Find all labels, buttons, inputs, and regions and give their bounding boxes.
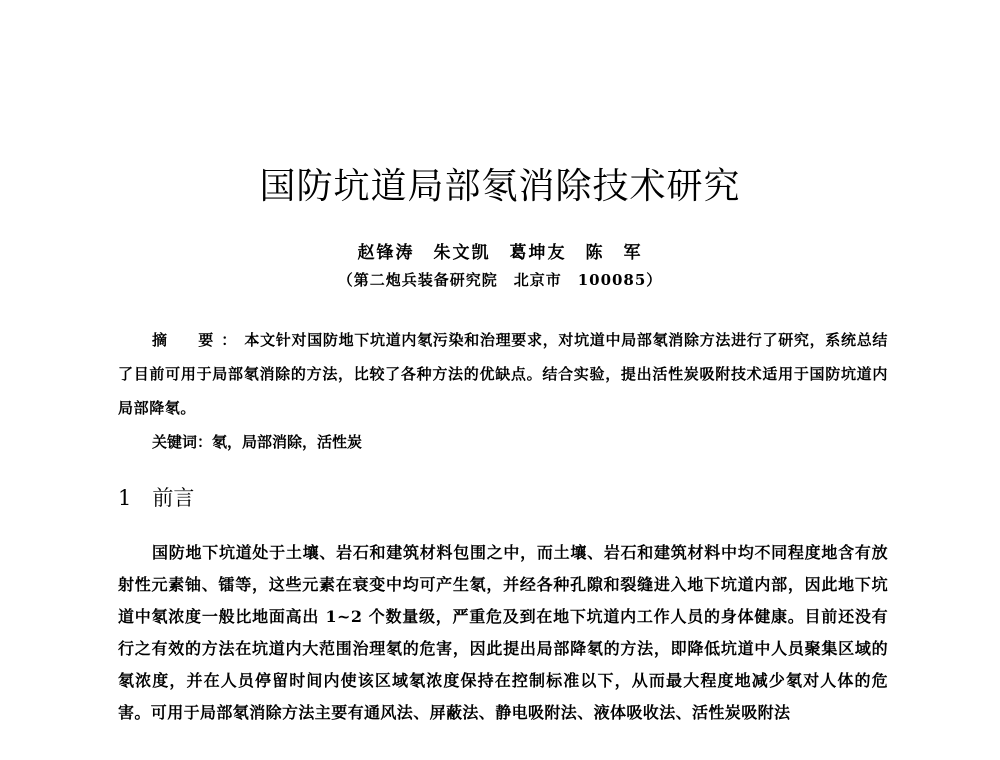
abstract-block	[118, 323, 888, 425]
author-affiliation: （第二炮兵装备研究院 北京市 100085）	[337, 271, 663, 289]
keywords-block	[152, 425, 888, 459]
section-heading-introduction: 1 前言	[118, 486, 195, 510]
paper-title: 国防坑道局部氡消除技术研究	[259, 166, 741, 207]
keywords-text: 氡，局部消除，活性炭	[212, 433, 363, 451]
introduction-paragraph: 国防地下坑道处于土壤、岩石和建筑材料包围之中，而土壤、岩石和建筑材料中均不同程度地含有放射性元素铀、镭等，这些元素在衰变中均可产生氡，并经各种孔隙和裂缝进入地下坑道内部，因此地下坑道中氡浓度一般比地面高出 1~2 个数量级，严重危及到在地下坑道内工作人员的身体健康。目前还没有行之有效的方法在坑道内大范围治理氡的危害，因此提出局部降氡的方法，即降低坑道中人员聚集区域的氡浓度，并在人员停留时间内使该区域氡浓度保持在控制标准以下，从而最大程度地减少氡对人体的危害。可用于局部氡消除方法主要有通风法、屏蔽法、静电吸附法、液体吸收法、活性炭吸附法	[118, 543, 888, 722]
abstract-label: 摘 要：	[152, 331, 245, 349]
keywords-label: 关键词：	[152, 433, 213, 451]
abstract-text: 本文针对国防地下坑道内氡污染和治理要求，对坑道中局部氡消除方法进行了研究，系统总结了目前可用于局部氡消除的方法，比较了各种方法的优缺点。结合实验，提出活性炭吸附技术适用于国防坑道内局部降氡。	[118, 331, 888, 417]
author-list: 赵锋涛 朱文凯 葛坤友 陈 军	[357, 243, 643, 263]
